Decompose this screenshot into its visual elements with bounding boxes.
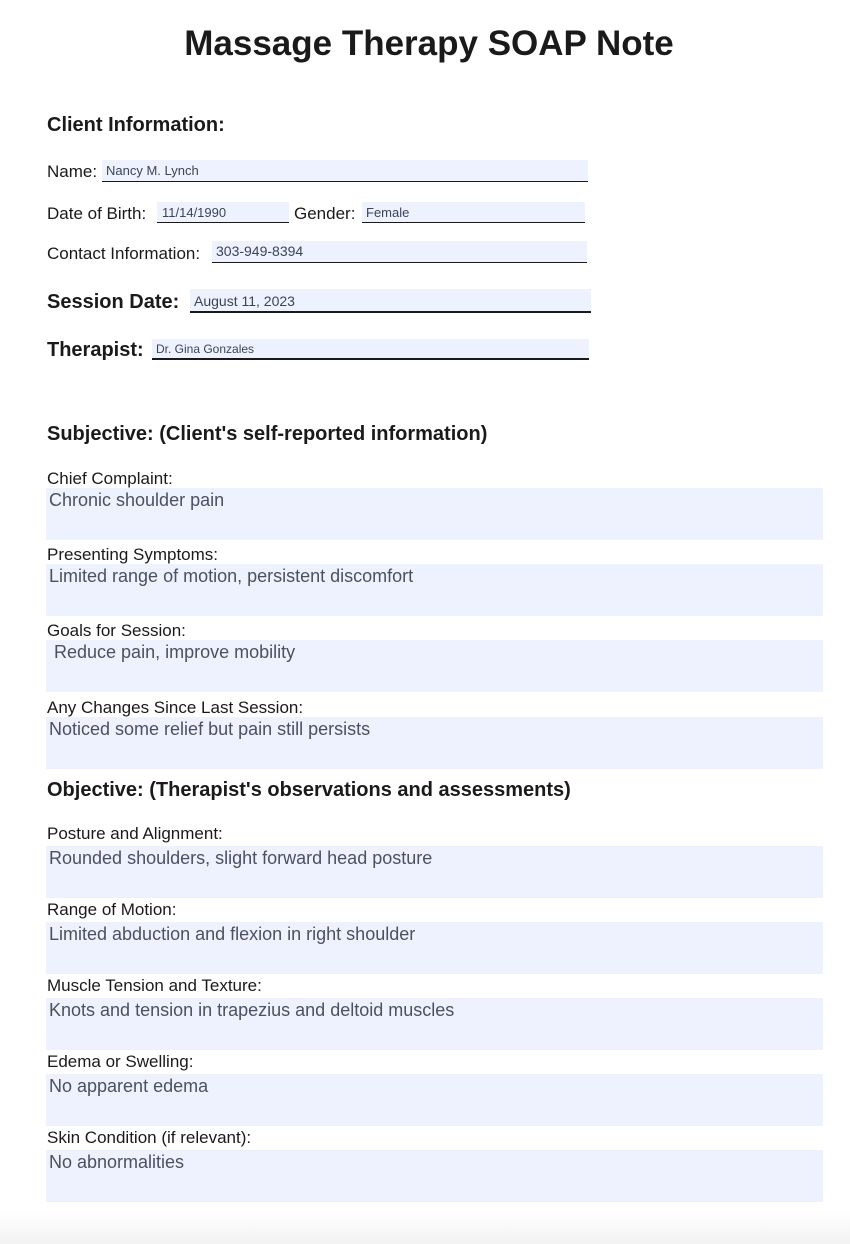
- skin-condition-field[interactable]: No abnormalities: [46, 1150, 823, 1202]
- range-of-motion-field[interactable]: Limited abduction and flexion in right shoulder: [46, 922, 823, 974]
- posture-field[interactable]: Rounded shoulders, slight forward head posture: [46, 846, 823, 898]
- changes-field[interactable]: Noticed some relief but pain still persists: [46, 717, 823, 769]
- subjective-heading: Subjective: (Client's self-reported information): [47, 423, 488, 445]
- chief-complaint-field[interactable]: Chronic shoulder pain: [46, 488, 823, 540]
- client-info-heading: Client Information:: [47, 114, 225, 136]
- muscle-tension-label: Muscle Tension and Texture:: [47, 976, 262, 995]
- muscle-tension-field[interactable]: Knots and tension in trapezius and deltoid muscles: [46, 998, 823, 1050]
- therapist-label: Therapist:: [47, 339, 144, 361]
- dob-field[interactable]: 11/14/1990: [157, 202, 289, 223]
- session-date-field[interactable]: August 11, 2023: [190, 289, 591, 313]
- range-of-motion-label: Range of Motion:: [47, 900, 177, 919]
- presenting-symptoms-field[interactable]: Limited range of motion, persistent discomfort: [46, 564, 823, 616]
- gender-label: Gender:: [294, 204, 356, 223]
- name-field[interactable]: Nancy M. Lynch: [102, 160, 588, 182]
- gender-field[interactable]: Female: [362, 202, 585, 223]
- presenting-symptoms-label: Presenting Symptoms:: [47, 545, 219, 564]
- goals-label: Goals for Session:: [47, 621, 186, 640]
- therapist-field[interactable]: Dr. Gina Gonzales: [152, 339, 589, 360]
- name-label: Name:: [47, 162, 98, 181]
- changes-label: Any Changes Since Last Session:: [47, 698, 304, 717]
- posture-label: Posture and Alignment:: [47, 824, 223, 843]
- page-title: Massage Therapy SOAP Note: [184, 24, 674, 63]
- session-date-label: Session Date:: [47, 291, 180, 313]
- objective-heading: Objective: (Therapist's observations and assessments): [47, 779, 571, 801]
- skin-condition-label: Skin Condition (if relevant):: [47, 1128, 252, 1147]
- page-bottom-edge: [0, 1212, 850, 1244]
- chief-complaint-label: Chief Complaint:: [47, 469, 173, 488]
- edema-label: Edema or Swelling:: [47, 1052, 194, 1071]
- goals-field[interactable]: Reduce pain, improve mobility: [46, 640, 823, 692]
- contact-field[interactable]: 303-949-8394: [212, 241, 587, 263]
- contact-label: Contact Information:: [47, 244, 201, 263]
- edema-field[interactable]: No apparent edema: [46, 1074, 823, 1126]
- dob-label: Date of Birth:: [47, 204, 147, 223]
